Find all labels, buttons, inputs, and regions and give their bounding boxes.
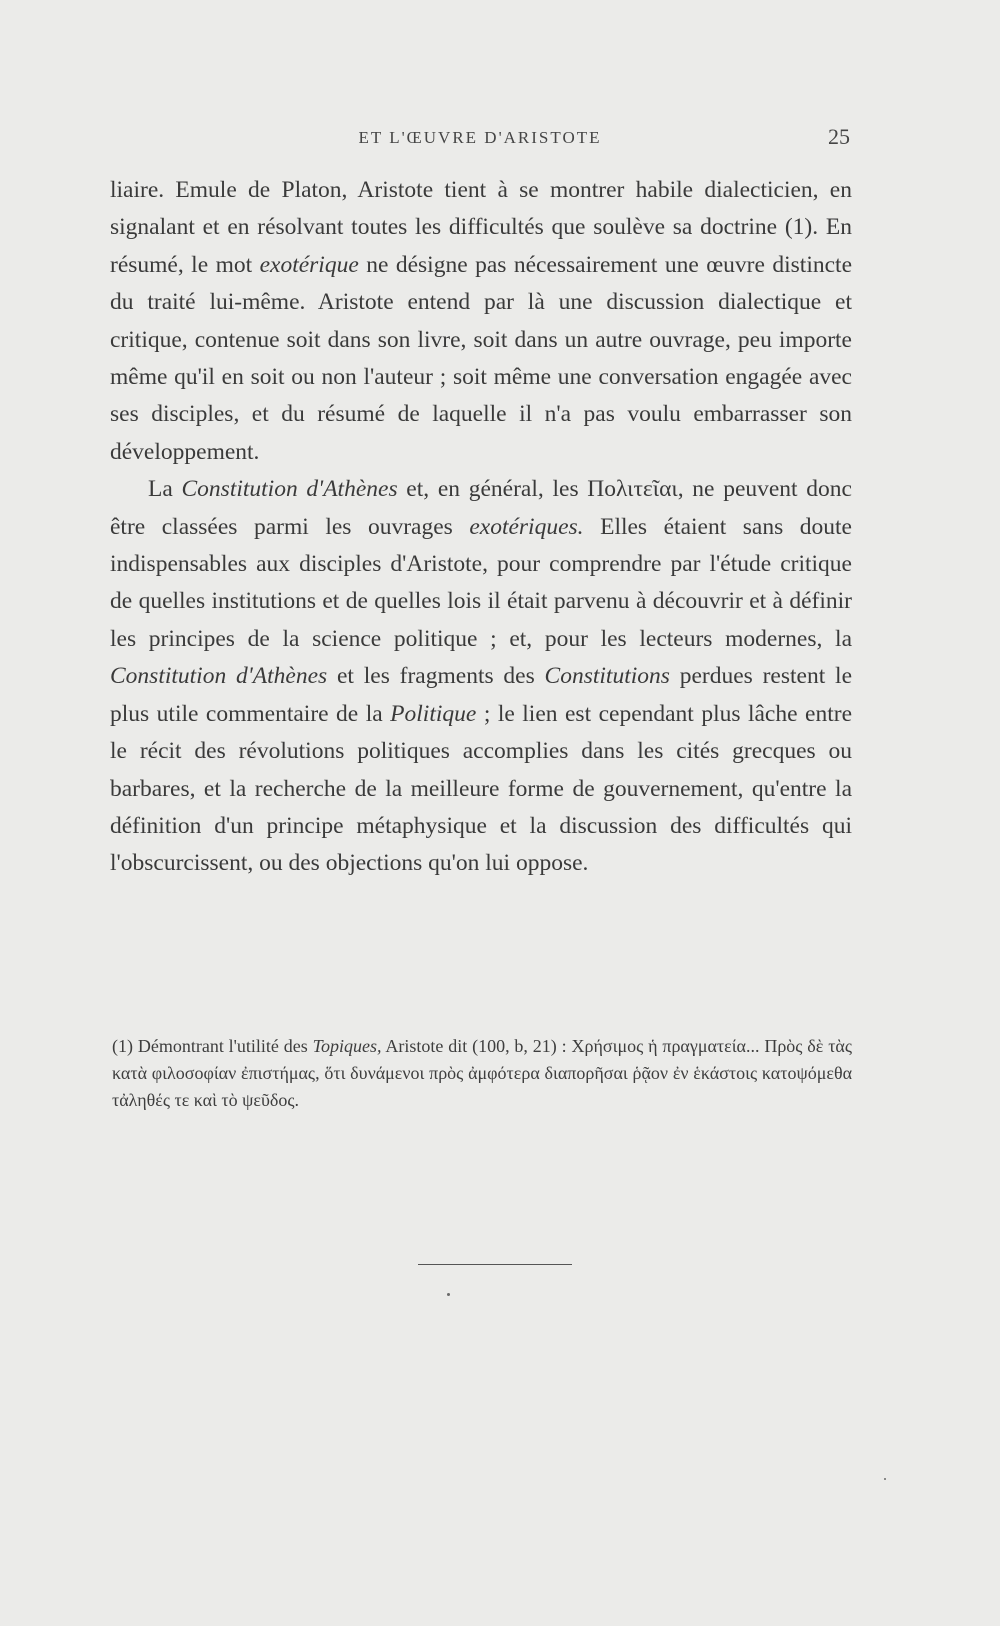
text-run: liaire. Emule de Platon, Aristote tient à se montrer habile dialecticien, en signalant et en résolvant toutes les difficultés que soulève sa doctrine (1). En résumé, le mot — [110, 177, 852, 278]
text-run: et les fragments des — [327, 663, 545, 690]
italic-title: Constitutions — [544, 663, 670, 690]
text-run: Aristote dit (100, b, 21) : Χρήσιμος ἡ πραγματεία... Πρὸς δὲ τὰς κατὰ φιλοσοφίαν ἐπιστήμας, ὅτι δυνάμενοι πρὸς ἀμφότερα διαπορῆσαι ῥᾷον ἐν ἑκάστοις κατοψόμεθα τἀληθές τε καὶ τὸ ψεῦδος. — [112, 1036, 852, 1110]
text-run: (1) Démontrant l'utilité des — [112, 1036, 313, 1056]
running-head — [110, 124, 850, 158]
italic-title: Constitution d'Athènes — [110, 663, 328, 690]
italic-title: Politique — [390, 700, 477, 727]
paper-speck — [447, 1293, 450, 1296]
text-run: La — [148, 476, 182, 503]
italic-title: Topiques, — [312, 1036, 382, 1056]
running-title: ET L'ŒUVRE D'ARISTOTE — [358, 128, 602, 147]
text-run: Elles étaient sans doute indispensables aux disciples d'Aristote, pour comprendre par l'étude critique de quelles institutions et de quelles lois il était parvenu à découvrir et à définir les principes de la science politique ; et, pour les lecteurs modernes, la — [110, 513, 852, 652]
text-run: ; le lien est cependant plus lâche entre le récit des révolutions politiques accomplies dans les cités grecques ou barbares, et la recherche de la meilleure forme de gouvernement, qu'entre la définition d'un principe métaphysique et la discussion des difficultés qui l'obscurcissent, ou des objections qu'on lui oppose. — [110, 700, 852, 877]
text-run: ne désigne pas nécessairement une œuvre distincte du traité lui-même. Aristote entend par là une discussion dialectique et critique, contenue soit dans son livre, soit dans un autre ouvrage, peu importe même qu'il en soit ou non l'auteur ; soit même une conversation engagée avec ses disciples, et du résumé de laquelle il n'a pas voulu embarrasser son développement. — [110, 251, 852, 465]
paragraph-1 — [110, 172, 852, 471]
body-text — [110, 172, 852, 883]
paper-speck — [884, 1478, 886, 1480]
text-run: perdues restent le plus utile commentaire de la — [110, 663, 852, 727]
end-rule — [418, 1264, 572, 1265]
italic-title: Constitution d'Athènes — [181, 476, 398, 503]
footnote — [112, 1033, 852, 1114]
page-number: 25 — [828, 124, 850, 149]
italic-term: exotérique — [259, 251, 359, 278]
paragraph-2 — [110, 471, 852, 882]
italic-term: exotériques. — [469, 513, 584, 540]
text-run: et, en général, les Πολιτεῖαι, ne peuvent donc être classées parmi les ouvrages — [110, 476, 852, 540]
